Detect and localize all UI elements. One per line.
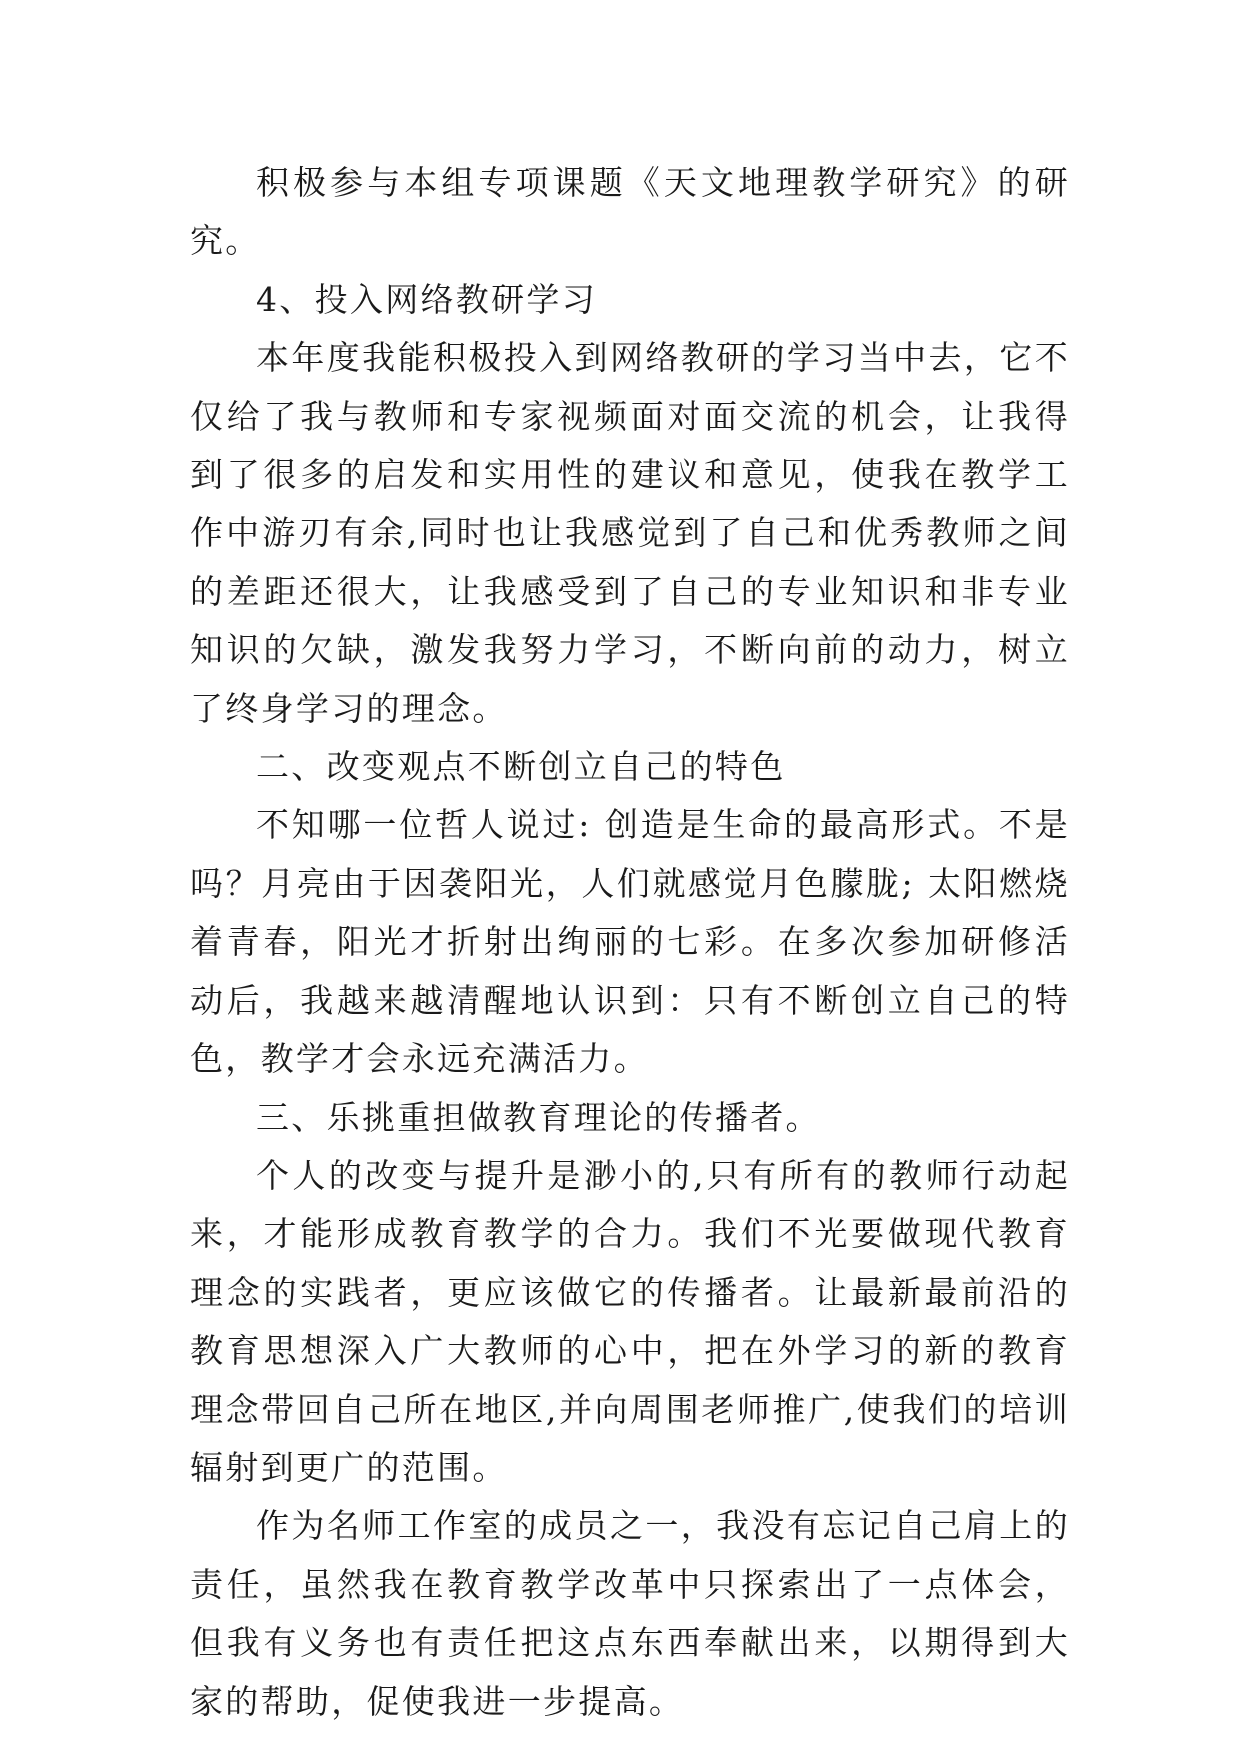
paragraph-research-topic: 积极参与本组专项课题《天文地理教学研究》的研究。: [190, 163, 1070, 261]
paragraph-theory-communicator: 个人的改变与提升是渺小的,只有所有的教师行动起来，才能形成教育教学的合力。我们不光要做现代教育理念的实践者，更应该做它的传播者。让最新最前沿的教育思想深入广大教师的心中，把在外学习的新的教育理念带回自己所在地区,并向周围老师推广,使我们的培训辐射到更广的范围。: [190, 1155, 1070, 1487]
heading-theory-communicator: 三、乐挑重担做教育理论的传播者。: [256, 1097, 821, 1137]
paragraph-create-features: 不知哪一位哲人说过: 创造是生命的最高形式。不是吗？月亮由于因袭阳光，人们就感觉月色朦胧; 太阳燃烧着青春，阳光才折射出绚丽的七彩。在多次参加研修活动后，我越来越清醒地认识到：只有不断创立自己的特色，教学才会永远充满活力。: [190, 805, 1070, 1079]
document-body: [190, 154, 1070, 1731]
heading-create-features: 二、改变观点不断创立自己的特色: [256, 747, 786, 787]
paragraph-studio-member: 作为名师工作室的成员之一，我没有忘记自己肩上的责任，虽然我在教育教学改革中只探索出了一点体会，但我有义务也有责任把这点东西奉献出来，以期得到大家的帮助，促使我进一步提高。: [190, 1506, 1070, 1721]
paragraph-online-research: 本年度我能积极投入到网络教研的学习当中去，它不仅给了我与教师和专家视频面对面交流的机会，让我得到了很多的启发和实用性的建议和意见，使我在教学工作中游刃有余,同时也让我感觉到了自己和优秀教师之间的差距还很大，让我感受到了自己的专业知识和非专业知识的欠缺，激发我努力学习，不断向前的动力，树立了终身学习的理念。: [190, 338, 1070, 728]
heading-online-research: 4、投入网络教研学习: [256, 279, 597, 319]
